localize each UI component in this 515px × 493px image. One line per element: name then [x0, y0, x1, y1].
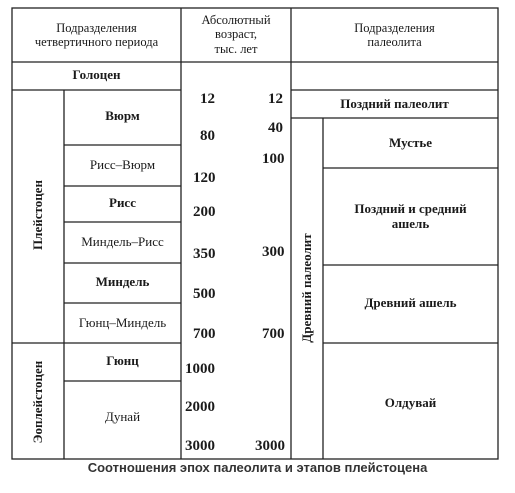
age-left-80: 80	[200, 128, 215, 144]
figure-caption: Соотношения эпох палеолита и этапов плейстоцена	[87, 460, 428, 475]
age-left-12: 12	[200, 91, 215, 107]
stage-riss-wurm: Рисс–Вюрм	[89, 157, 156, 172]
age-right-700: 700	[262, 326, 285, 342]
age-right-100: 100	[262, 151, 285, 167]
age-right-40: 40	[268, 120, 283, 136]
age-left-3000: 3000	[185, 438, 215, 454]
age-right-12: 12	[268, 91, 283, 107]
age-left-120: 120	[193, 170, 216, 186]
header-age	[181, 13, 291, 56]
header-quaternary	[12, 21, 181, 50]
age-left-500: 500	[193, 286, 216, 302]
stage-wurm: Вюрм	[105, 108, 140, 123]
stage-gunz-mindel: Гюнц–Миндель	[78, 315, 167, 330]
header-age-line3: тыс. лет	[214, 41, 258, 56]
period-mousterian: Мустье	[389, 135, 432, 150]
pleistocene-label: Плейстоцен	[30, 180, 45, 250]
header-paleolithic-line1: Подразделения	[354, 21, 435, 35]
period-oldowan: Олдувай	[384, 395, 437, 410]
age-left-1000: 1000	[185, 361, 215, 377]
period-early-acheulean: Древний ашель	[364, 295, 457, 310]
age-left-2000: 2000	[185, 399, 215, 415]
age-left-350: 350	[193, 246, 216, 262]
age-right-300: 300	[262, 244, 285, 260]
stage-riss: Рисс	[109, 195, 136, 210]
header-quaternary-line1: Подразделения	[56, 21, 137, 35]
header-age-line2: возраст,	[215, 27, 257, 42]
eopleistocene-label: Эоплейстоцен	[30, 360, 45, 444]
ancient-paleolithic-label: Древний палеолит	[299, 233, 314, 343]
late-paleolithic-label: Поздний палеолит	[340, 96, 449, 111]
stage-danube: Дунай	[104, 409, 141, 424]
age-left-700: 700	[193, 326, 216, 342]
age-right-3000: 3000	[255, 438, 285, 454]
header-quaternary-line2: четвертичного периода	[34, 35, 159, 50]
stage-mindel-riss: Миндель–Рисс	[81, 234, 164, 249]
period-late-middle-acheulean	[323, 202, 498, 232]
stage-gunz: Гюнц	[106, 353, 139, 368]
header-paleolithic	[291, 21, 498, 50]
holocene-label: Голоцен	[72, 67, 121, 82]
period-late-middle-acheulean-line2: ашель	[391, 215, 430, 231]
period-late-middle-acheulean-line1: Поздний и средний	[354, 201, 467, 216]
stage-mindel: Миндель	[95, 274, 150, 289]
header-age-line1: Абсолютный	[201, 13, 271, 27]
header-paleolithic-line2: палеолита	[367, 35, 422, 50]
age-left-200: 200	[193, 204, 216, 220]
